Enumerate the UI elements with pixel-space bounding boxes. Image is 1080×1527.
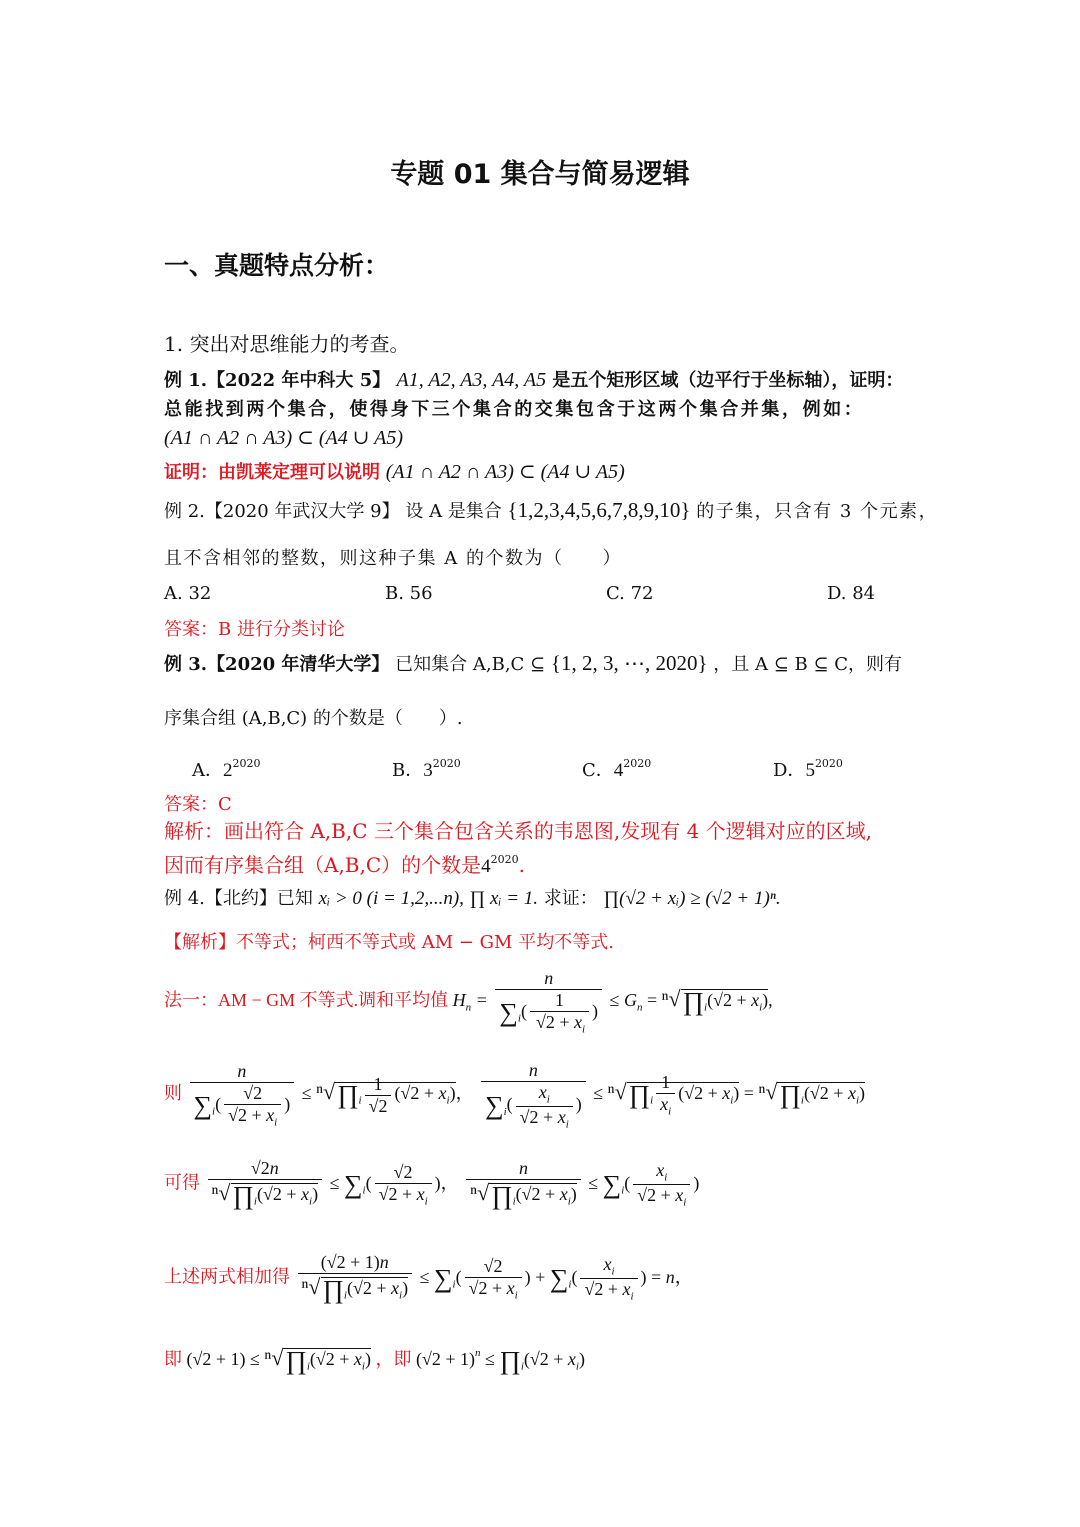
example-3-text-b: ，且 A ⊆ B ⊆ C，则有 <box>713 654 903 675</box>
conclusion-line: 即 $(√2 + 1) \le ^n√\prod_i(√2 + x_i)$ ，即 $(√2 + 1)^n$ ≤ $\prod_i(√2 + x_i)$ <box>164 1345 585 1375</box>
example-2-option-c: C. 72 <box>606 583 654 604</box>
then-line: 则 n $\sum_i$( $\frac{√2}{√2 + x_i}$ ) ≤ $^n√\prod_i$ $\frac{1}{√2}$ $(√2 + x_i)$， n $\sum_i$( $\frac{x_i}{√2 + x_i}$ ) ≤ $^n√\prod_i$ $\frac{1}{x_i}$ $(√2 + x_i)$ = $^n√\prod_i(√2 + x_i)$ <box>164 1060 866 1131</box>
example-2-line1 <box>164 497 939 525</box>
example-2-option-a: A. 32 <box>164 583 212 604</box>
example-2-answer: 答案：B 进行分类讨论 <box>164 619 345 640</box>
example-3-text-a: 已知集合 A,B,C ⊆ <box>395 654 546 675</box>
example-3-answer: 答案：C <box>164 794 232 815</box>
example-3-label: 例 3.【2020 年清华大学】 <box>164 654 390 675</box>
example-4-line1 <box>164 886 930 912</box>
section-heading: 一、真题特点分析： <box>164 251 390 280</box>
example-1-line2: 总能找到两个集合，使得身下三个集合的交集包含于这两个集合并集，例如： <box>164 399 865 420</box>
page-title: 专题 01 集合与简易逻辑 <box>390 159 690 190</box>
example-2-option-b: B. 56 <box>385 583 433 604</box>
example-4-claim: ∏(√2 + xᵢ) ≥ (√2 + 1)ⁿ. <box>603 888 781 909</box>
example-2-set: {1,2,3,4,5,6,7,8,9,10} <box>507 498 691 522</box>
method-1-line: 法一：AM − GM 不等式.调和平均值 $H_n$ = n $\sum_i$( $\frac{1}{√2 + x_i}$ ) ≤ $G_n$ = $^n√\prod_i(√2 + x_i)$, <box>164 968 773 1036</box>
example-3-line2: 序集合组 (A,B,C) 的个数是（ ）. <box>164 708 463 729</box>
example-2-text-a: 设 A 是集合 <box>405 501 502 522</box>
example-2-option-d: D. 84 <box>827 583 876 604</box>
example-1-proof-line <box>164 459 930 486</box>
sum-line: 上述两式相加得 $\frac{(√2 + 1)n}{^n√\prod_i(√2 + x_i)}$ ≤ $\sum_i$( $\frac{√2}{√2 + x_i}$ ) + $\sum_i$( $\frac{x_i}{√2 + x_i}$ ) = n， <box>164 1252 693 1304</box>
example-2-label: 例 2.【2020 年武汉大学 9】 <box>164 501 400 522</box>
example-1-proof-expr: (A1 ∩ A2 ∩ A3) ⊂ (A4 ∪ A5) <box>385 461 625 483</box>
example-3-option-d: D．$5^{2020}$ <box>773 757 843 781</box>
example-3-option-b: B．$3^{2020}$ <box>392 757 461 781</box>
example-4-prod: ∏ xᵢ = 1. <box>469 888 539 909</box>
example-1-proof: 证明：由凯莱定理可以说明 <box>164 462 380 483</box>
example-4-prove: 求证： <box>543 888 598 909</box>
example-4-label: 例 4.【北约】已知 <box>164 888 313 909</box>
example-1-text: 是五个矩形区域（边平行于坐标轴），证明： <box>552 370 904 391</box>
example-3-option-c: C．$4^{2020}$ <box>582 757 652 781</box>
example-3-line1 <box>164 650 930 678</box>
example-3-set: {1, 2, 3, ⋯, 2020} <box>550 651 708 675</box>
example-2-text-b: 的子集，只含有 3 个元素， <box>696 501 939 522</box>
method-1-label: 法一：AM − GM 不等式.调和平均值 <box>164 989 449 1010</box>
example-4-cond: xᵢ > 0 (i = 1,2,...n), <box>318 888 464 909</box>
example-1-line1 <box>164 367 930 394</box>
get-line: 可得 $\frac{√2n}{^n√\prod_i(√2 + x_i)}$ ≤ $\sum_i$( $\frac{√2}{√2 + x_i}$ )， $\frac{n}{^n√\prod_i(√2 + x_i)}$ ≤ $\sum_i$( $\frac{x_i}{√2 + x_i}$ ) <box>164 1158 700 1210</box>
example-3-analysis-2: 因而有序集合组（A,B,C）的个数是$4^{2020}$. <box>164 853 526 877</box>
example-1-expr: (A1 ∩ A2 ∩ A3) ⊂ (A4 ∪ A5) <box>164 427 404 449</box>
example-1-label: 例 1.【2022 年中科大 5】 <box>164 370 391 391</box>
example-1-sets: A1, A2, A3, A4, A5 <box>396 369 547 391</box>
example-2-line2: 且不含相邻的整数，则这种子集 A 的个数为（ ） <box>164 548 622 569</box>
example-3-analysis-1: 解析：画出符合 A,B,C 三个集合包含关系的韦恩图,发现有 4 个逻辑对应的区域, <box>164 819 873 843</box>
example-4-hint: 【解析】不等式；柯西不等式或 AM − GM 平均不等式. <box>164 932 614 953</box>
example-3-option-a: A．$2^{2020}$ <box>192 757 261 781</box>
point-1: 1. 突出对思维能力的考查。 <box>164 332 410 356</box>
